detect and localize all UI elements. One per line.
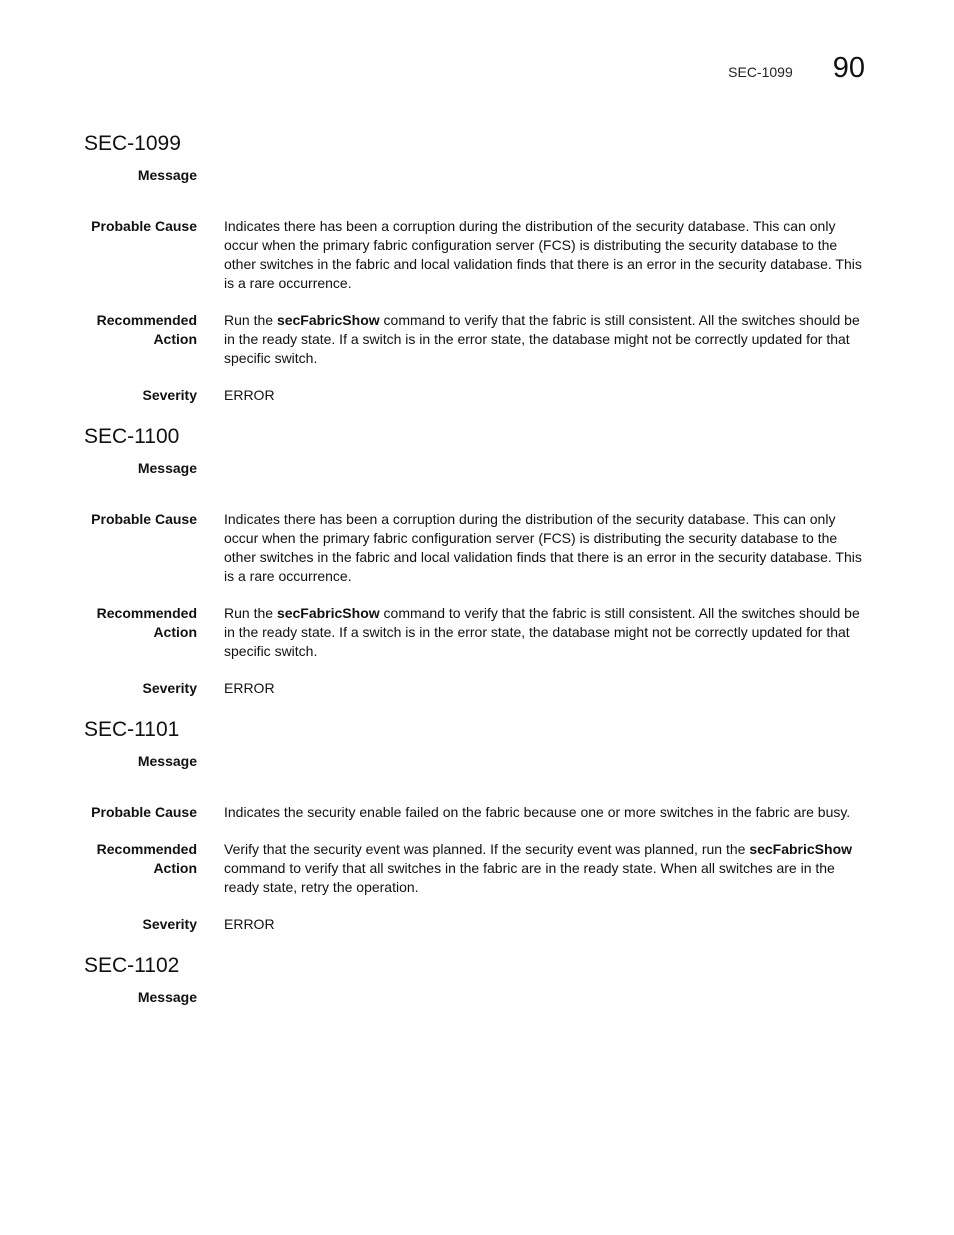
severity-value: ERROR xyxy=(224,680,275,696)
recommended-label-line1: Recommended xyxy=(96,841,197,857)
command-name: secFabricShow xyxy=(276,605,380,621)
section-title: SEC-1101 xyxy=(84,718,180,741)
probable-cause-text: Indicates the security enable failed on the fabric because one or more switches in the fabric are busy. xyxy=(224,804,851,820)
recommended-label-line1: Recommended xyxy=(96,605,197,621)
probable-cause-label: Probable Cause xyxy=(91,218,197,234)
severity-label: Severity xyxy=(142,680,197,696)
recommended-action-text xyxy=(224,311,870,368)
recommended-action-row xyxy=(84,311,870,368)
severity-row xyxy=(84,386,870,405)
running-header-label: SEC-1099 xyxy=(728,64,793,80)
message-value xyxy=(224,988,870,1007)
severity-row xyxy=(84,915,870,934)
probable-cause-label: Probable Cause xyxy=(91,511,197,527)
probable-cause-text: Indicates there has been a corruption during the distribution of the security database. This can only occur when the primary fabric configuration server (FCS) is distributing the security database to the other switches in the fabric and local validation finds that there is an error in the security database. This is a rare occurrence. xyxy=(224,511,862,584)
action-text-pre: Verify that the security event was planned. If the security event was planned, run the xyxy=(224,841,750,857)
severity-value: ERROR xyxy=(224,387,275,403)
recommended-action-text xyxy=(224,604,870,661)
probable-cause-text: Indicates there has been a corruption during the distribution of the security database. This can only occur when the primary fabric configuration server (FCS) is distributing the security database to the other switches in the fabric and local validation finds that there is an error in the security database. This is a rare occurrence. xyxy=(224,218,862,291)
message-value xyxy=(224,459,870,478)
severity-label: Severity xyxy=(142,916,197,932)
message-row xyxy=(84,988,870,1007)
message-section xyxy=(84,425,870,698)
section-title: SEC-1099 xyxy=(84,132,181,155)
recommended-label-line2: Action xyxy=(153,860,197,876)
recommended-action-row xyxy=(84,840,870,897)
recommended-label-line2: Action xyxy=(153,331,197,347)
page-header xyxy=(728,52,865,85)
command-name: secFabricShow xyxy=(749,841,853,857)
command-name: secFabricShow xyxy=(276,312,380,328)
severity-value: ERROR xyxy=(224,916,275,932)
message-row xyxy=(84,166,870,185)
recommended-action-row xyxy=(84,604,870,661)
recommended-action-label xyxy=(84,311,197,368)
message-section xyxy=(84,718,870,934)
probable-cause-row xyxy=(84,803,870,822)
message-row xyxy=(84,752,870,771)
probable-cause-row xyxy=(84,510,870,586)
action-text-post: command to verify that the fabric is still consistent. All the switches should be in the ready state. If a switch is in the error state, the database might not be correctly updated for that specific switch. xyxy=(224,605,860,659)
severity-row xyxy=(84,679,870,698)
message-label: Message xyxy=(137,753,197,769)
recommended-label-line2: Action xyxy=(153,624,197,640)
action-text-post: command to verify that the fabric is still consistent. All the switches should be in the ready state. If a switch is in the error state, the database might not be correctly updated for that specific switch. xyxy=(224,312,860,366)
section-title: SEC-1100 xyxy=(84,425,180,448)
recommended-action-text xyxy=(224,840,870,897)
action-text-pre: Run the xyxy=(224,605,277,621)
message-row xyxy=(84,459,870,478)
recommended-action-label xyxy=(84,840,197,897)
message-label: Message xyxy=(137,167,197,183)
message-section xyxy=(84,132,870,405)
message-value xyxy=(224,166,870,185)
chapter-number: 90 xyxy=(832,52,865,84)
action-text-pre: Run the xyxy=(224,312,277,328)
recommended-label-line1: Recommended xyxy=(96,312,197,328)
message-label: Message xyxy=(137,460,197,476)
message-label: Message xyxy=(137,989,197,1005)
action-text-post: command to verify that all switches in the fabric are in the ready state. When all switches are in the ready state, retry the operation. xyxy=(224,860,835,895)
section-title: SEC-1102 xyxy=(84,954,180,977)
probable-cause-label: Probable Cause xyxy=(91,804,197,820)
message-value xyxy=(224,752,870,771)
recommended-action-label xyxy=(84,604,197,661)
severity-label: Severity xyxy=(142,387,197,403)
probable-cause-row xyxy=(84,217,870,293)
document-body xyxy=(84,132,870,1039)
message-section xyxy=(84,954,870,1007)
